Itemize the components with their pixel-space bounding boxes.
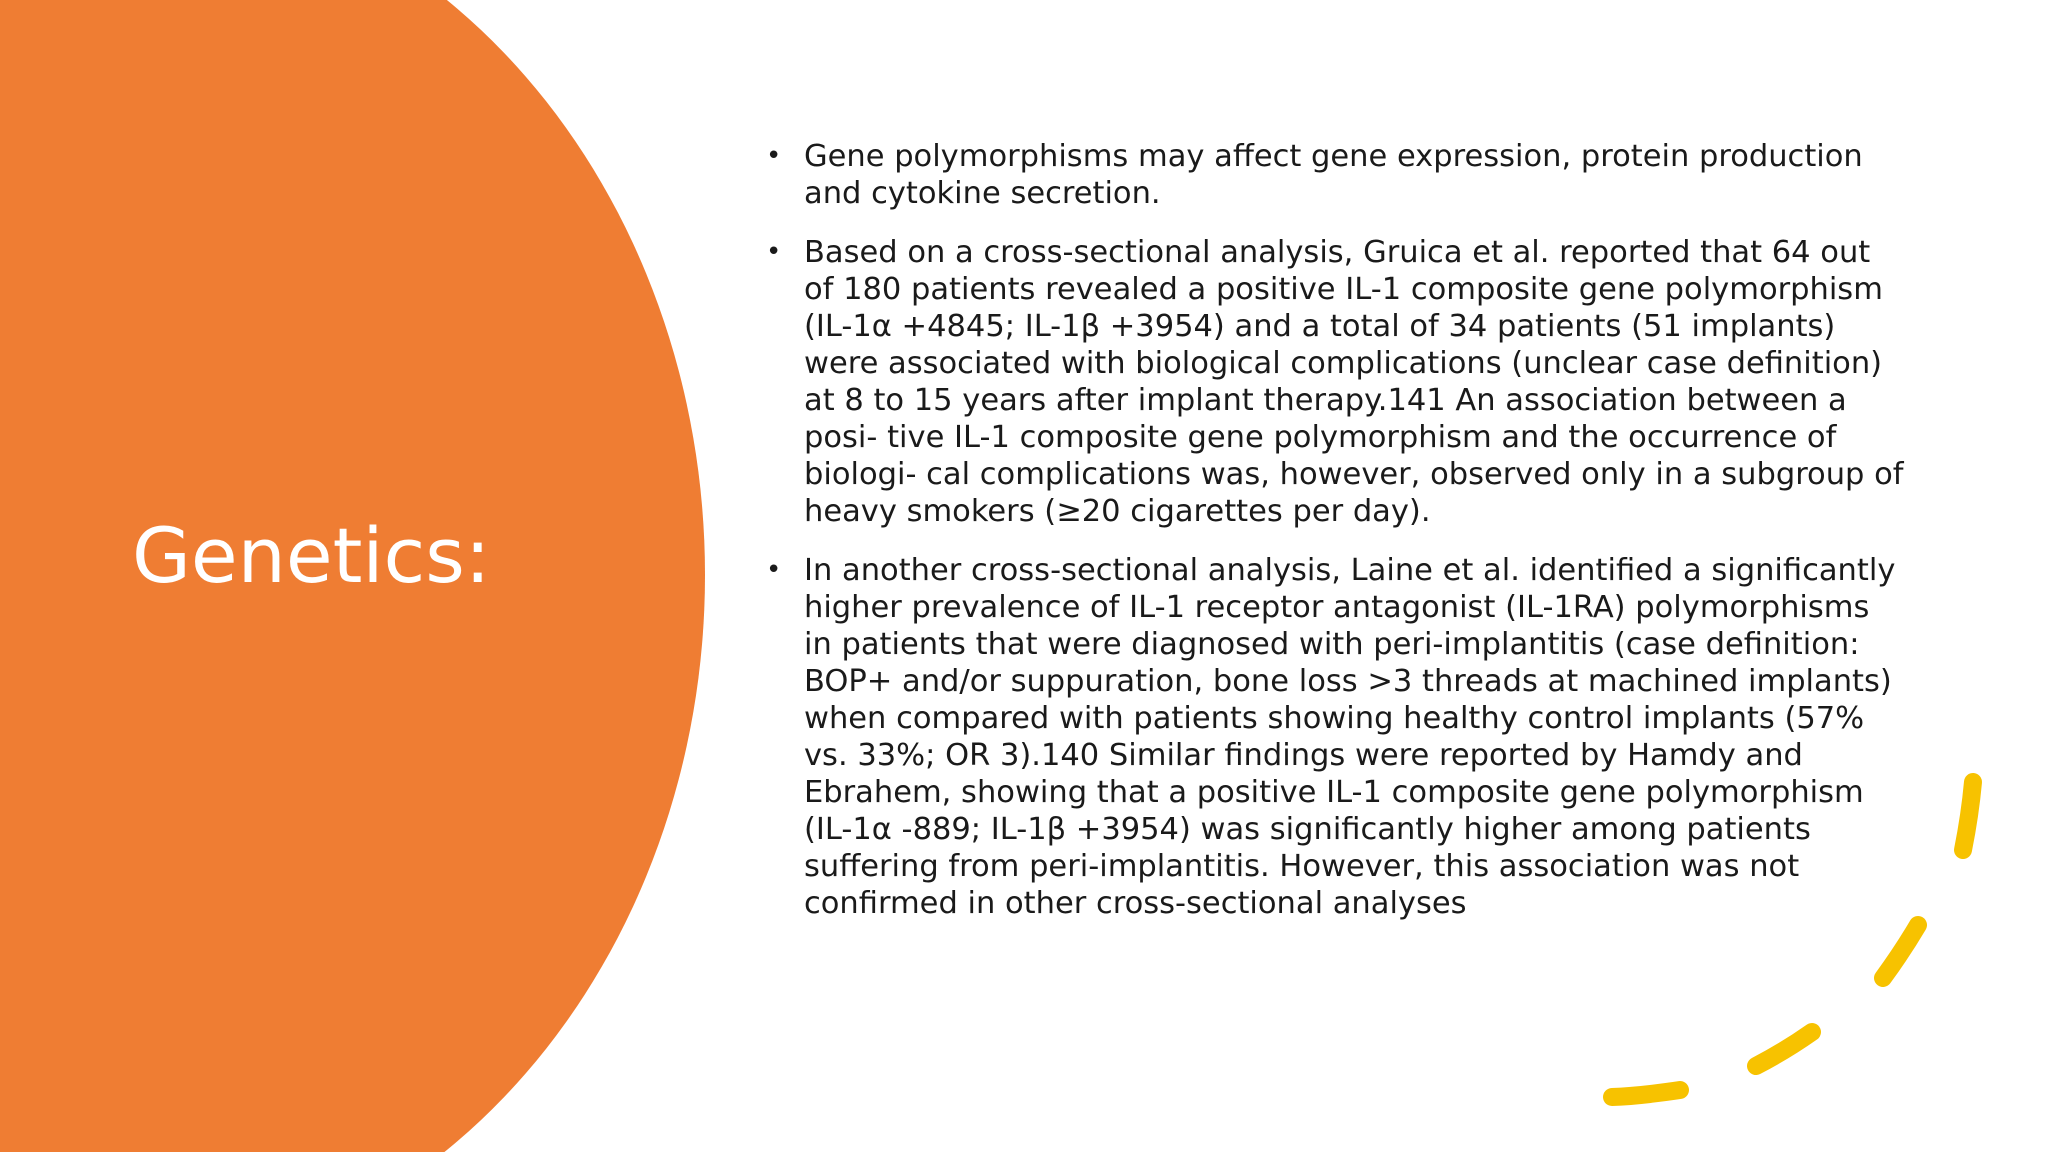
bullet-text: In another cross-sectional analysis, Laine et al. identified a significantly higher prevalence of IL-1 receptor antagonist (IL-1RA) polymorphisms in patients that were diagnosed with peri-implantitis (case definition: BOP+ and/or suppuration, bone loss >3 threads at machined implants) when compared with patients showing healthy control implants (57% vs. 33%; OR 3).140 Similar findings were reported by Hamdy and Ebrahem, showing that a positive IL-1 composite gene polymorphism (IL-1α -889; IL-1β +3954) was significantly higher among patients suffering from peri-implantitis. However, this association was not confirmed in other cross-sectional analyses: [804, 553, 1896, 921]
yellow-dash-segment: [1963, 782, 1973, 850]
bullet-dot: •: [766, 237, 782, 267]
bullet-list: [766, 138, 1906, 944]
slide-title: Genetics:: [132, 511, 491, 600]
bullet-text: Based on a cross-sectional analysis, Gruica et al. reported that 64 out of 180 patients revealed a positive IL-1 composite gene polymorphism (IL-1α +4845; IL-1β +3954) and a total of 34 patients (51 implants) were associated with biological complications (unclear case definition) at 8 to 15 years after implant therapy.141 An association between a posi- tive IL-1 composite gene polymorphism and the occurrence of biologi- cal complications was, however, observed only in a subgroup of heavy smokers (≥20 cigarettes per day).: [804, 235, 1904, 529]
bullet-item: [766, 234, 1906, 530]
yellow-dash-segment: [1756, 1032, 1812, 1066]
bullet-dot: •: [766, 555, 782, 585]
bullet-item: [766, 552, 1906, 922]
bullet-item: [766, 138, 1906, 212]
bullet-text: Gene polymorphisms may affect gene expression, protein production and cytokine secretion.: [804, 139, 1863, 211]
yellow-dash-segment: [1612, 1090, 1680, 1097]
bullet-dot: •: [766, 141, 782, 171]
